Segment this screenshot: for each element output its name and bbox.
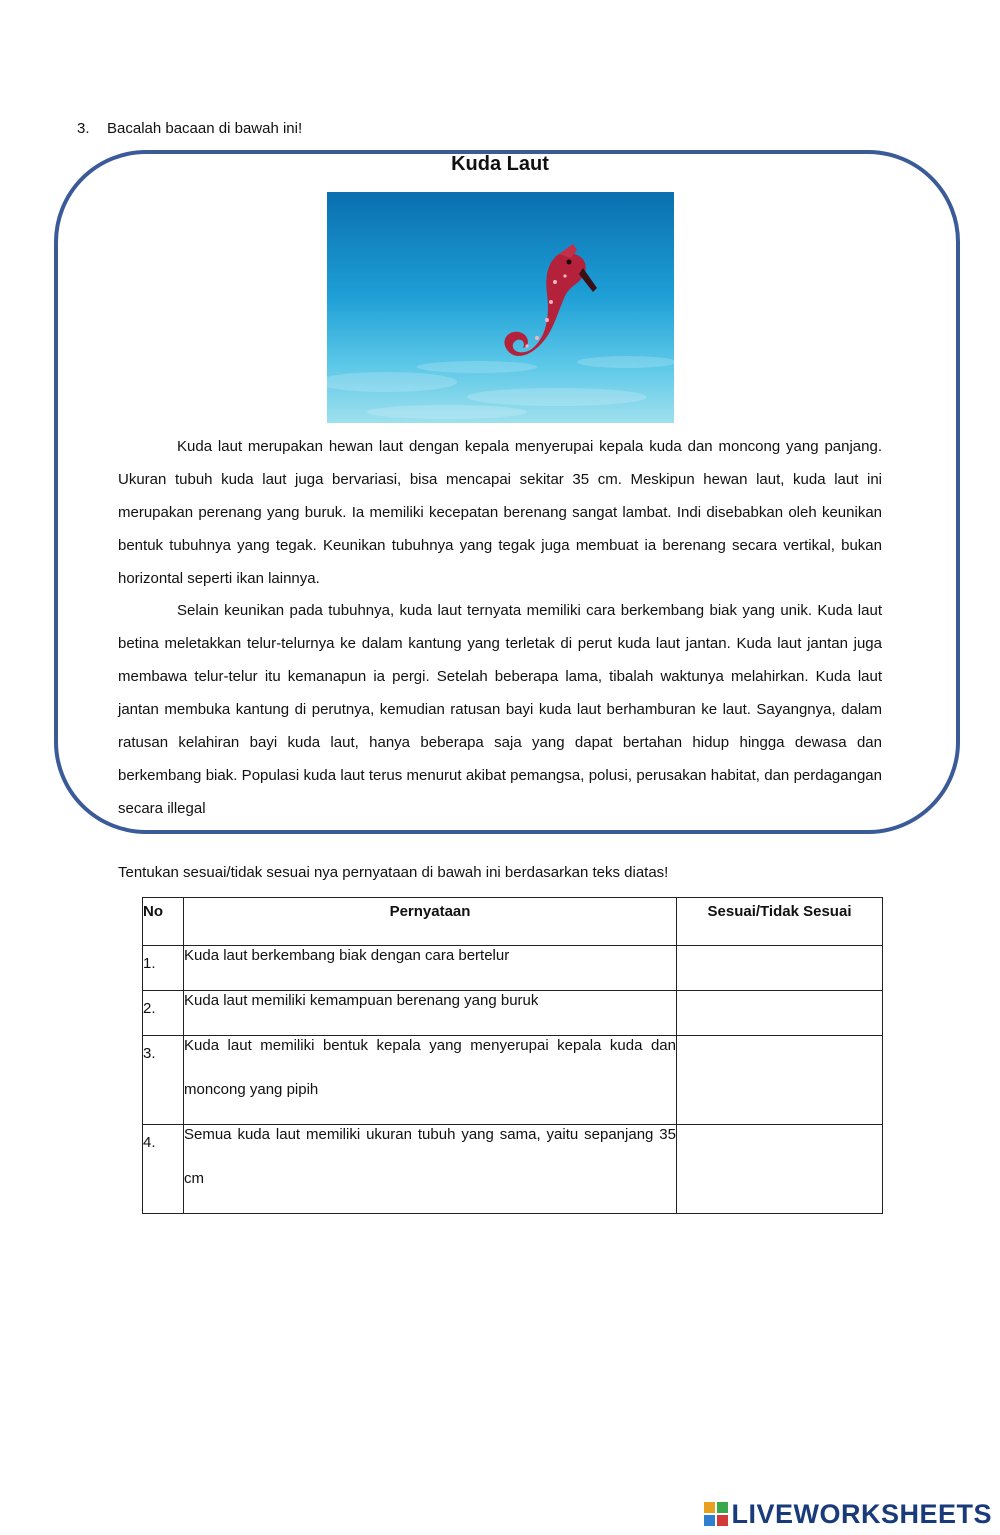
answer-cell[interactable]	[677, 946, 883, 991]
liveworksheets-icon	[704, 1502, 728, 1526]
header-answer: Sesuai/Tidak Sesuai	[677, 898, 883, 946]
question-number: 3.	[77, 120, 90, 137]
header-statement: Pernyataan	[184, 898, 677, 946]
row-number: 2.	[143, 991, 184, 1036]
brand-name: LIVEWORKSHEETS	[731, 1498, 992, 1529]
row-number: 1.	[143, 946, 184, 991]
reading-title: Kuda Laut	[451, 153, 549, 175]
table-row	[143, 1036, 883, 1125]
answer-cell[interactable]	[677, 1125, 883, 1214]
row-statement: Kuda laut memiliki bentuk kepala yang menyerupai kepala kuda dan moncong yang pipih	[184, 1036, 677, 1125]
seahorse-photo	[327, 192, 674, 423]
row-statement: Kuda laut berkembang biak dengan cara bertelur	[184, 946, 677, 991]
instruction-text: Tentukan sesuai/tidak sesuai nya pernyataan di bawah ini berdasarkan teks diatas!	[118, 864, 669, 881]
question-prompt: Bacalah bacaan di bawah ini!	[107, 120, 303, 137]
reading-paragraph-1: Kuda laut merupakan hewan laut dengan kepala menyerupai kepala kuda dan moncong yang panjang. Ukuran tubuh kuda laut juga bervariasi, bisa mencapai sekitar 35 cm. Meskipun hewan laut, kuda laut ini merupakan perenang yang buruk. Ia memiliki kecepatan berenang sangat lambat. Indi disebabkan oleh keunikan bentuk tubuhnya yang tegak. Keunikan tubuhnya yang tegak juga membuat ia berenang secara vertikal, bukan horizontal seperti ikan lainnya.	[118, 438, 882, 587]
table-row	[143, 1125, 883, 1214]
header-no: No	[143, 898, 184, 946]
question-heading	[77, 120, 302, 137]
row-number: 4.	[143, 1125, 184, 1214]
row-statement: Semua kuda laut memiliki ukuran tubuh yang sama, yaitu sepanjang 35 cm	[184, 1125, 677, 1214]
liveworksheets-logo	[704, 1494, 992, 1534]
row-number: 3.	[143, 1036, 184, 1125]
row-statement: Kuda laut memiliki kemampuan berenang yang buruk	[184, 991, 677, 1036]
answer-cell[interactable]	[677, 1036, 883, 1125]
statements-table	[142, 897, 883, 1214]
answer-cell[interactable]	[677, 991, 883, 1036]
reading-paragraph-2: Selain keunikan pada tubuhnya, kuda laut ternyata memiliki cara berkembang biak yang unik. Kuda laut betina meletakkan telur-telurnya ke dalam kantung yang terletak di perut kuda laut jantan. Kuda laut jantan juga membawa telur-telur itu kemanapun ia pergi. Setelah beberapa lama, tibalah waktunya melahirkan. Kuda laut jantan membuka kantung di perutnya, kemudian ratusan bayi kuda laut berhamburan ke laut. Sayangnya, dalam ratusan kelahiran bayi kuda laut, hanya beberapa saja yang dapat bertahan hidup hingga dewasa dan berkembang biak. Populasi kuda laut terus menurut akibat pemangsa, polusi, perusakan habitat, dan perdagangan secara illegal	[118, 602, 882, 817]
